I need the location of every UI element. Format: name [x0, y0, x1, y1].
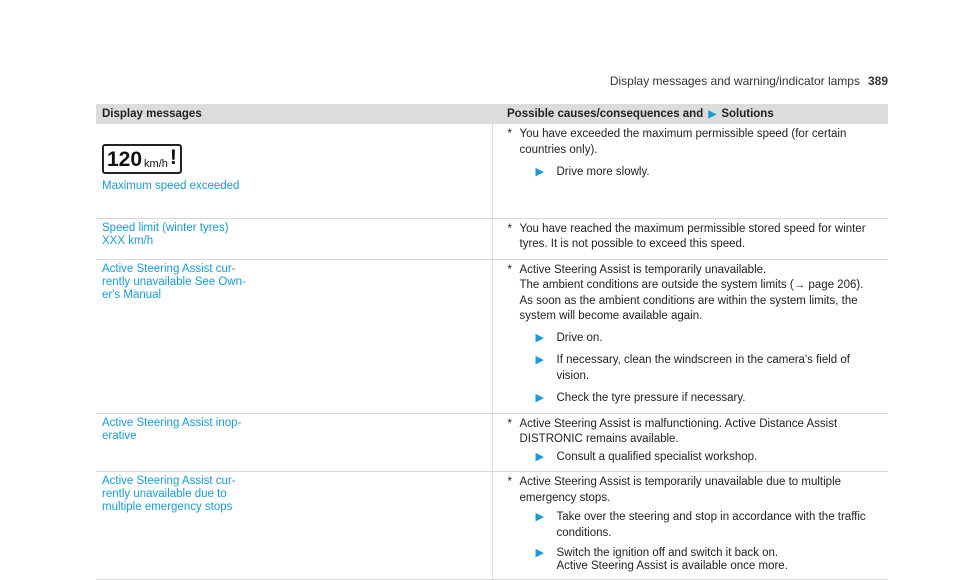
- arrow-icon: ▶: [535, 392, 544, 404]
- arrow-icon: ▶: [535, 354, 544, 366]
- solution-step: ▶ Drive on.: [508, 331, 883, 347]
- description-cell: [492, 259, 888, 413]
- solution-arrow-icon: ▶: [708, 109, 717, 120]
- table-row: [96, 472, 888, 580]
- message-cell: [96, 124, 492, 218]
- solution-step: ▶ Check the tyre pressure if necessary.: [508, 391, 883, 407]
- description-cell: [492, 218, 888, 259]
- table-row: [96, 124, 888, 218]
- message-text-line: XXX km/h: [102, 234, 154, 247]
- cause-text: You have reached the maximum permissible stored speed for winter tyres. It is not possible to exceed this speed.: [519, 222, 866, 250]
- message-text-line: multiple emergency stops: [102, 501, 233, 513]
- solution-step: ▶ Take over the steering and stop in accordance with the traffic conditions.: [508, 510, 883, 541]
- star-icon: *: [507, 417, 512, 430]
- table-header-row: [96, 104, 888, 124]
- message-cell: [96, 218, 492, 259]
- solution-step: ▶ Drive more slowly.: [508, 165, 883, 181]
- cause-text: Active Steering Assist is temporarily unavailable.: [519, 263, 767, 276]
- warning-exclamation-icon: !: [169, 146, 177, 169]
- info-text: As soon as the ambient conditions are within the system limits, the system will become available again.: [519, 294, 858, 322]
- message-text-line: rently unavailable See Own-: [102, 275, 246, 288]
- star-icon: *: [507, 263, 512, 276]
- info-text: The ambient conditions are outside the system limits (→ page 206).: [519, 279, 864, 291]
- message-cell: [96, 413, 492, 472]
- star-icon: *: [507, 128, 512, 140]
- arrow-icon: ▶: [535, 547, 544, 559]
- star-icon: *: [507, 476, 512, 488]
- arrow-icon: ▶: [535, 166, 544, 178]
- arrow-icon: ▶: [535, 450, 544, 463]
- speed-limit-exceeded-icon: [102, 144, 182, 174]
- message-text-line: er's Manual: [102, 288, 162, 301]
- message-text-line: Active Steering Assist cur-: [102, 262, 236, 275]
- table-row: [96, 413, 888, 472]
- result-text: Active Steering Assist is available once more.: [556, 560, 788, 572]
- solution-step: ▶ Consult a qualified specialist workshop.: [508, 450, 883, 466]
- message-text-line: Active Steering Assist cur-: [102, 475, 236, 487]
- solution-step: ▶ Switch the ignition off and switch it back on. Active Steering Assist is available once more.: [535, 547, 788, 572]
- cause-text: Active Steering Assist is temporarily unavailable due to multiple emergency stops.: [519, 476, 842, 504]
- section-title: Display messages and warning/indicator lamps: [609, 74, 860, 88]
- description-cell: [492, 413, 888, 472]
- message-text-line: rently unavailable due to: [102, 488, 227, 500]
- page-header: [0, 74, 888, 88]
- message-cell: [96, 259, 492, 413]
- column-header-causes-text: Possible causes/consequences and: [507, 108, 704, 120]
- message-text-line: Active Steering Assist inop-: [102, 416, 242, 429]
- message-text-line: Speed limit (winter tyres): [102, 221, 229, 234]
- column-header-solutions-text: Solutions: [721, 108, 774, 120]
- solution-step: ▶ If necessary, clean the windscreen in the camera's field of vision.: [508, 353, 883, 384]
- description-cell: [492, 124, 888, 218]
- table-row: [96, 218, 888, 259]
- arrow-icon: ▶: [535, 511, 544, 523]
- column-header-messages: Display messages: [96, 104, 492, 124]
- message-text-line: erative: [102, 429, 137, 442]
- cause-text: You have exceeded the maximum permissible speed (for certain countries only).: [519, 128, 847, 156]
- cause-text: Active Steering Assist is malfunctioning. Active Distance Assist DISTRONIC remains available.: [519, 417, 838, 445]
- arrow-icon: ▶: [535, 331, 544, 344]
- page-number: 389: [867, 74, 888, 88]
- table-row: [96, 259, 888, 413]
- speed-number: 120: [107, 148, 143, 171]
- display-messages-table: [96, 104, 888, 580]
- speed-unit: km/h: [144, 158, 168, 170]
- message-text: Maximum speed exceeded: [102, 180, 240, 192]
- description-cell: [492, 472, 888, 580]
- star-icon: *: [507, 222, 512, 235]
- column-header-causes: [492, 104, 888, 124]
- message-cell: [96, 472, 492, 580]
